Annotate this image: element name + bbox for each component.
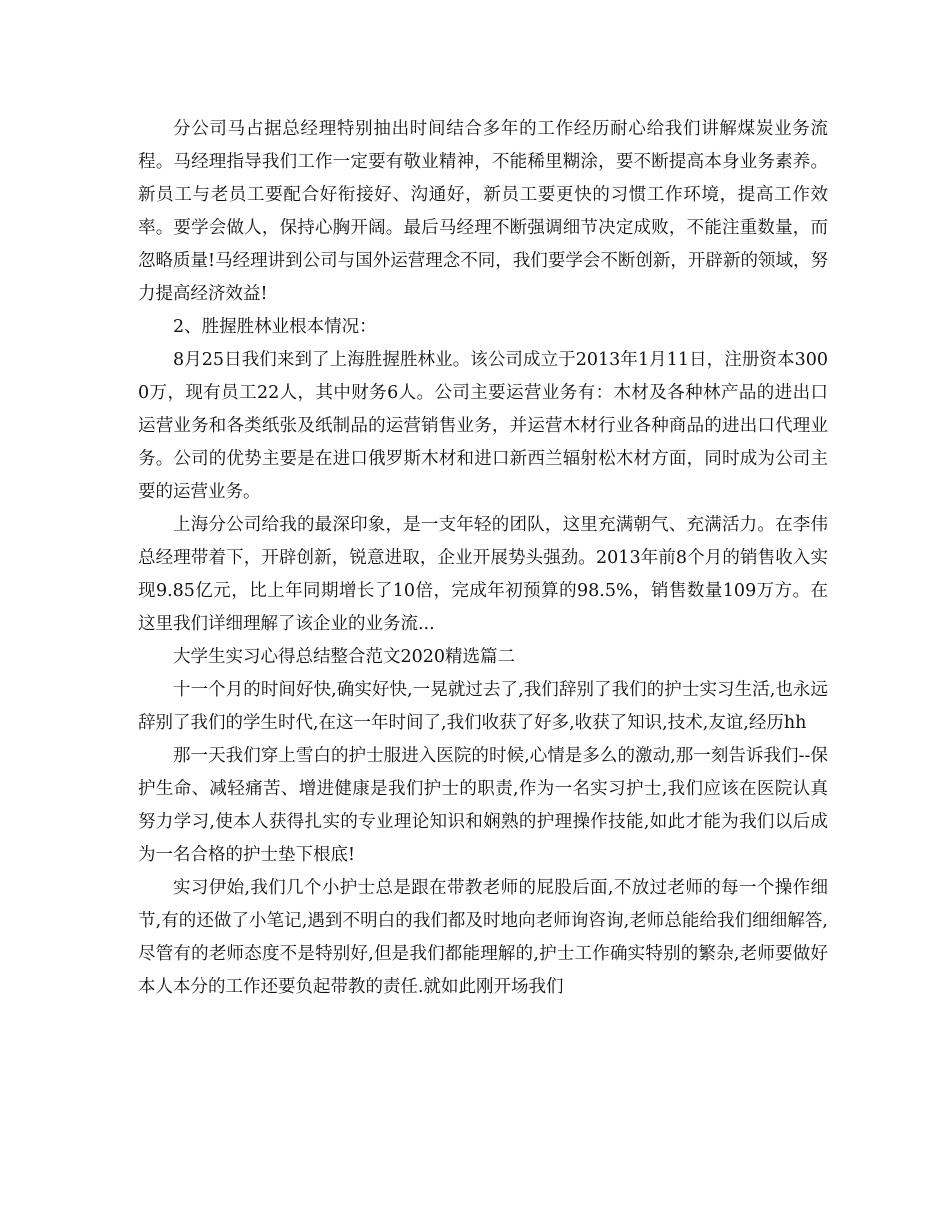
document-page bbox=[138, 113, 828, 1004]
paragraph-nurse-uniform: 那一天我们穿上雪白的护士服进入医院的时候,心情是多么的激动,那一刻告诉我们--保护生命、减轻痛苦、增进健康是我们护士的职责,作为一名实习护士,我们应该在医院认真努力学习,使本人获得扎实的专业理论知识和娴熟的护理操作技能,如此才能为我们以后成为一名合格的护士垫下根底! bbox=[138, 746, 828, 865]
article-title-part-two: 大学生实习心得总结整合范文2020精选篇二 bbox=[173, 647, 516, 667]
section-heading-forestry: 2、胜握胜林业根本情况： bbox=[173, 317, 377, 337]
paragraph-shanghai-branch: 上海分公司给我的最深印象，是一支年轻的团队，这里充满朝气、充满活力。在李伟总经理带着下，开辟创新，锐意进取，企业开展势头强劲。2013年前8个月的销售收入实现9.85亿元，比上年同期增长了10倍，完成年初预算的98.5%，销售数量109万方。在这里我们详细理解了该企业的业务流... bbox=[138, 515, 828, 634]
paragraph-coal-business: 分公司马占据总经理特别抽出时间结合多年的工作经历耐心给我们讲解煤炭业务流程。马经理指导我们工作一定要有敬业精神，不能稀里糊涂，要不断提高本身业务素养。新员工与老员工要配合好衔接好、沟通好，新员工要更快的习惯工作环境，提高工作效率。要学会做人，保持心胸开阔。最后马经理不断强调细节决定成败，不能注重数量，而忽略质量!马经理讲到公司与国外运营理念不同，我们要学会不断创新，开辟新的领域，努力提高经济效益! bbox=[138, 119, 828, 304]
paragraph-internship-start: 实习伊始,我们几个小护士总是跟在带教老师的屁股后面,不放过老师的每一个操作细节,有的还做了小笔记,遇到不明白的我们都及时地向老师询咨询,老师总能给我们细细解答,尽管有的老师态度不是特别好,但是我们都能理解的,护士工作确实特别的繁杂,老师要做好本人本分的工作还要负起带教的责任.就如此刚开场我们 bbox=[138, 878, 828, 997]
paragraph-forestry-company: 8月25日我们来到了上海胜握胜林业。该公司成立于2013年1月11日，注册资本3000万，现有员工22人，其中财务6人。公司主要运营业务有：木材及各种林产品的进出口运营业务和各类纸张及纸制品的运营销售业务，并运营木材行业各种商品的进出口代理业务。公司的优势主要是在进口俄罗斯木材和进口新西兰辐射松木材方面，同时成为公司主要的运营业务。 bbox=[138, 350, 828, 502]
paragraph-internship-eleven-months: 十一个月的时间好快,确实好快,一晃就过去了,我们辞别了我们的护士实习生活,也永远辞别了我们的学生时代,在这一年时间了,我们收获了好多,收获了知识,技术,友谊,经历hh bbox=[138, 680, 828, 733]
